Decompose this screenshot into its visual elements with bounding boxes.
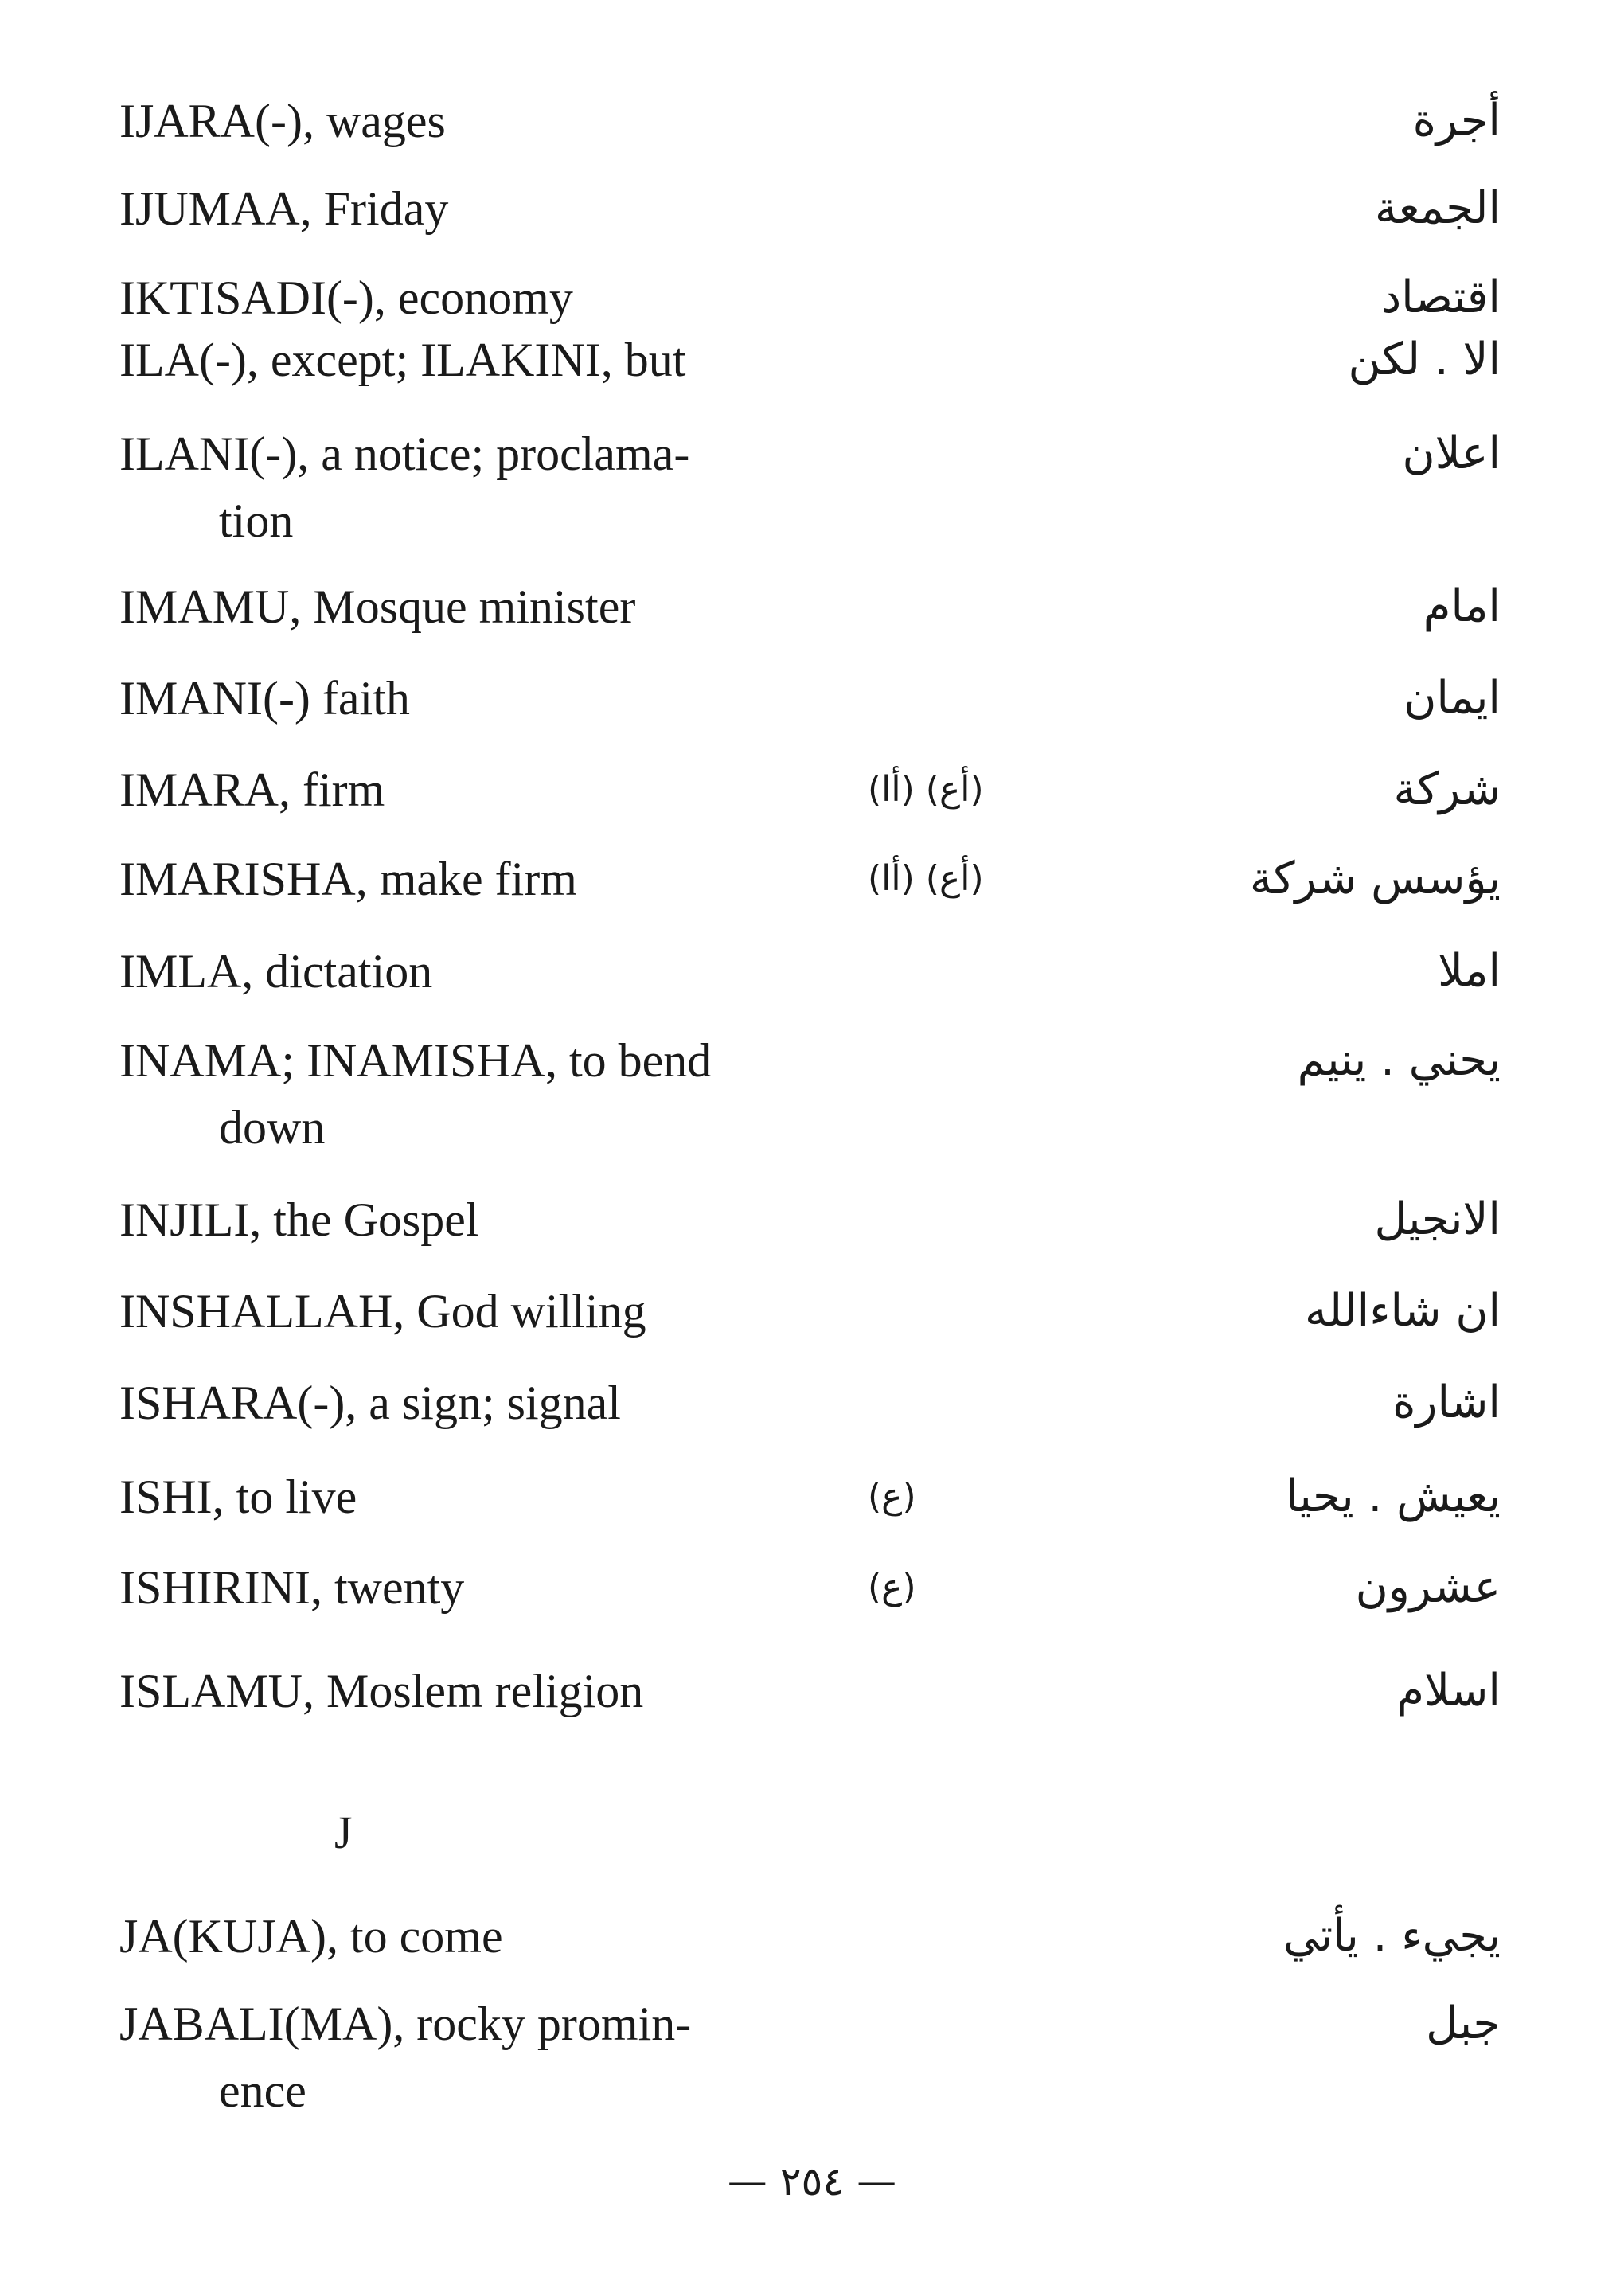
entry-arabic: اسلام xyxy=(1396,1665,1501,1717)
entry-continuation: ence xyxy=(219,2064,306,2117)
entry-term: ISLAMU, Moslem religion xyxy=(119,1665,644,1717)
entry-term: INSHALLAH, God willing xyxy=(119,1285,646,1338)
entry-term: ILA(-), except; ILAKINI, but xyxy=(119,334,686,386)
entry-grammar-note: (ع) xyxy=(868,1567,916,1607)
entry-term: IMANI(-) faith xyxy=(119,672,410,725)
entry-grammar-note: (أا) (أع) xyxy=(868,769,984,810)
entry-arabic: اقتصاد xyxy=(1381,271,1501,323)
entry-term: JA(KUJA), to come xyxy=(119,1910,503,1963)
entry-arabic: اعلان xyxy=(1402,428,1501,479)
entry-continuation: tion xyxy=(219,494,294,547)
entry-arabic: عشرون xyxy=(1355,1561,1501,1613)
entry-arabic: الجمعة xyxy=(1374,182,1501,234)
entry-arabic: املا xyxy=(1438,945,1501,997)
entry-arabic: الا . لكن xyxy=(1348,334,1501,385)
entry-arabic: ايمان xyxy=(1403,672,1501,724)
entry-arabic: يعيش . يحيا xyxy=(1286,1471,1501,1522)
entry-arabic: يجيء . يأتي xyxy=(1282,1910,1501,1962)
entry-term: IMARA, firm xyxy=(119,764,385,816)
entry-term: IMLA, dictation xyxy=(119,945,433,998)
entry-arabic: أجرة xyxy=(1412,95,1501,146)
entry-arabic: شركة xyxy=(1393,764,1501,815)
page-number: — ٢٥٤ — xyxy=(727,2158,897,2205)
entry-arabic: جبل xyxy=(1426,1998,1501,2049)
entry-term: IJARA(-), wages xyxy=(119,95,446,147)
entry-grammar-note: (أا) (أع) xyxy=(868,858,984,899)
entry-term: JABALI(MA), rocky promin- ence xyxy=(119,1990,852,2124)
section-letter: J xyxy=(334,1806,353,1858)
entry-term: IMAMU, Mosque minister xyxy=(119,580,636,633)
entry-arabic: ان شاءالله xyxy=(1305,1285,1501,1337)
entry-arabic: امام xyxy=(1423,580,1501,632)
entry-term: ISHARA(-), a sign; signal xyxy=(119,1377,621,1429)
entry-arabic: يحني . ينيم xyxy=(1297,1034,1501,1086)
entry-term: IKTISADI(-), economy xyxy=(119,271,573,324)
entry-arabic: يؤسس شركة xyxy=(1249,853,1501,904)
entry-term: INJILI, the Gospel xyxy=(119,1193,479,1246)
entry-continuation: down xyxy=(219,1101,326,1154)
entry-grammar-note: (ع) xyxy=(868,1476,916,1517)
entry-term: ILANI(-), a notice; proclama- tion xyxy=(119,420,852,554)
entry-term: ISHIRINI, twenty xyxy=(119,1561,465,1614)
entry-arabic: اشارة xyxy=(1392,1377,1501,1428)
entry-arabic: الانجيل xyxy=(1374,1193,1501,1245)
entry-term: ISHI, to live xyxy=(119,1471,357,1523)
entry-term: IMARISHA, make firm xyxy=(119,853,577,905)
entry-term: INAMA; INAMISHA, to bend down xyxy=(119,1027,852,1161)
entry-term: IJUMAA, Friday xyxy=(119,182,449,235)
